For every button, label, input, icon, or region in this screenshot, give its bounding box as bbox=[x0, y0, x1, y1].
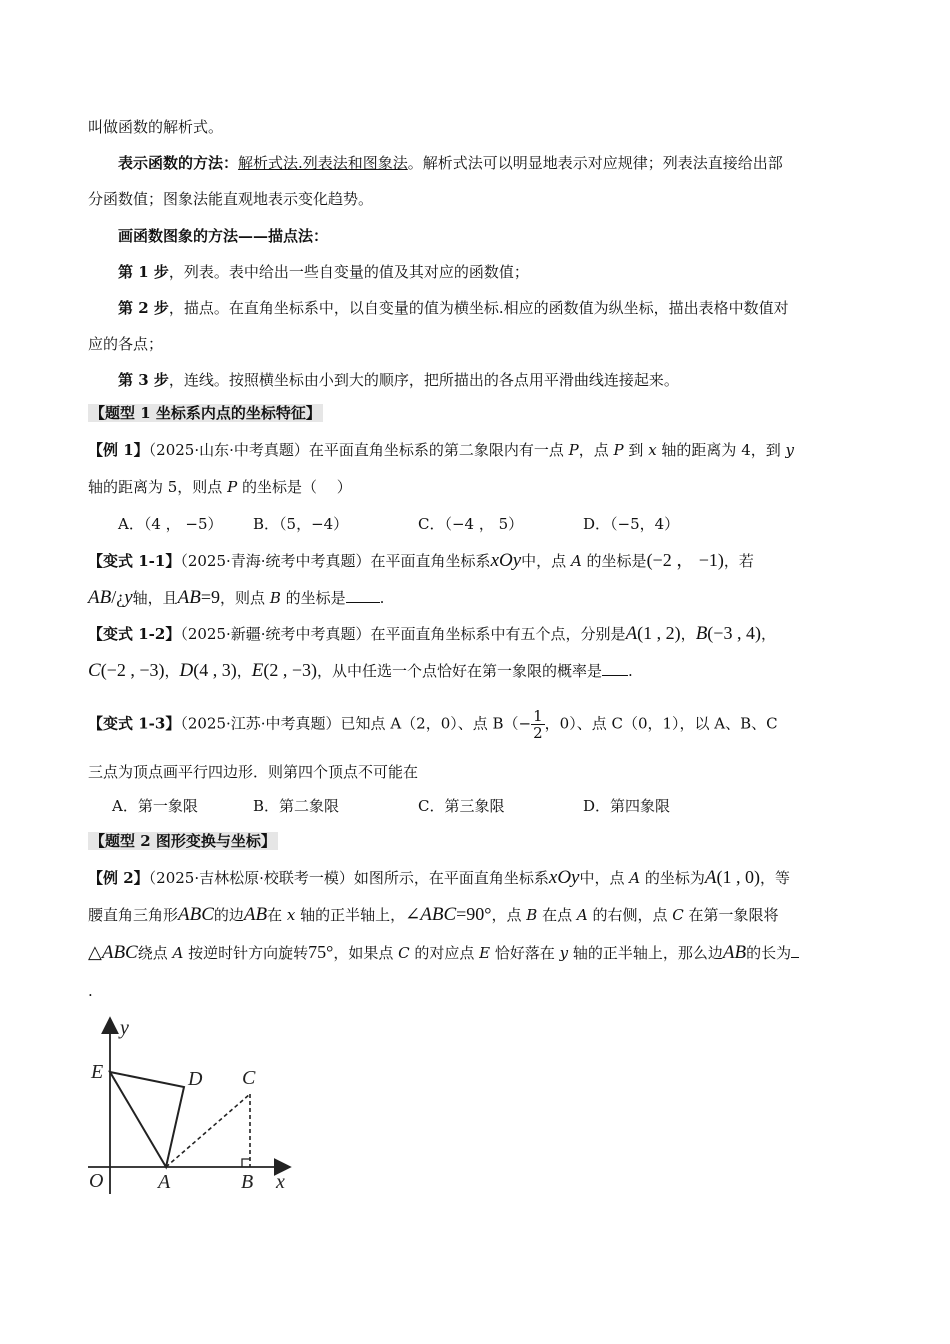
triangle-ade bbox=[110, 1072, 184, 1167]
v13-option-a: A．第一象限 bbox=[112, 797, 198, 815]
step-2-line-2: 应的各点； bbox=[88, 335, 164, 353]
ex1-option-d: D．（−5，4） bbox=[583, 515, 680, 533]
draw-method-title: 画函数图象的方法——描点法： bbox=[118, 227, 329, 245]
v13-option-b: B．第二象限 bbox=[253, 797, 340, 815]
example-1-line-2: 轴的距离为 5，则点 P 的坐标是（ ） bbox=[88, 478, 352, 496]
variant-1-3-line-2: 三点为顶点画平行四边形．则第四个顶点不可能在 bbox=[88, 763, 419, 781]
variant-1-1-line-2: AB/¿y轴，且AB=9，则点 B 的坐标是 . bbox=[88, 587, 385, 608]
label-x: x bbox=[276, 1171, 285, 1193]
step-3: 第 3 步，连线。按照横坐标由小到大的顺序，把所描出的各点用平滑曲线连接起来。 bbox=[118, 371, 679, 389]
methods-line-2: 分函数值；图象法能直观地表示变化趋势。 bbox=[88, 190, 374, 208]
ex1-option-a: A．（4 ， −5） bbox=[118, 515, 223, 533]
step-1: 第 1 步，列表。表中给出一些自变量的值及其对应的函数值； bbox=[118, 263, 529, 281]
label-o: O bbox=[89, 1170, 104, 1192]
label-b: B bbox=[241, 1171, 254, 1193]
label-y: y bbox=[120, 1017, 129, 1039]
v13-option-d: D．第四象限 bbox=[583, 797, 671, 815]
variant-1-3: 【变式 1-3】（2025·江苏·中考真题）已知点 A（2，0）、点 B（− $\frac{1}{2}$ ，0）、点 C（0，1），以 A、B、C bbox=[88, 707, 778, 742]
example-2: 【例 2】（2025·吉林松原·校联考一模）如图所示，在平面直角坐标系xOy中，点 A 的坐标为A(1 , 0)，等 bbox=[88, 867, 791, 888]
methods-label: 表示函数的方法： bbox=[118, 154, 239, 172]
label-e: E bbox=[91, 1061, 104, 1083]
methods-line: 表示函数的方法：解析式法.列表法和图象法。解析式法可以明显地表示对应规律；列表法直接给出部 bbox=[118, 154, 783, 172]
segment-ac bbox=[166, 1094, 250, 1167]
fraction-one-half: $\frac{1}{2}$ bbox=[533, 707, 543, 742]
example-2-line-2: 腰直角三角形ABC的边AB在 x 轴的正半轴上，∠ABC=90°，点 B 在点 A 的右侧，点 C 在第一象限将 bbox=[88, 904, 779, 925]
ex1-option-b: B．（5，−4） bbox=[253, 515, 349, 533]
example-2-line-4: . bbox=[88, 982, 93, 1000]
example-2-line-3: △ABC绕点 A 按逆时针方向旋转75°，如果点 C 的对应点 E 恰好落在 y 轴的正半轴上，那么边AB的长为 bbox=[88, 941, 864, 964]
type2-title: 【题型 2 图形变换与坐标】 bbox=[90, 832, 276, 850]
example-1: 【例 1】（2025·山东·中考真题）在平面直角坐标系的第二象限内有一点 P，点 P 到 x 轴的距离为 4，到 y bbox=[88, 441, 794, 459]
step-2: 第 2 步，描点。在直角坐标系中，以自变量的值为横坐标.相应的函数值为纵坐标，描出表格中数值对 bbox=[118, 299, 789, 317]
type1-title: 【题型 1 坐标系内点的坐标特征】 bbox=[90, 404, 321, 422]
answer-blank bbox=[602, 661, 628, 676]
answer-blank bbox=[791, 943, 799, 958]
geometry-figure bbox=[82, 1012, 302, 1202]
variant-1-2: 【变式 1-2】（2025·新疆·统考中考真题）在平面直角坐标系中有五个点，分别是A(1 , 2)，B(−3 , 4)， bbox=[88, 623, 776, 644]
label-c: C bbox=[242, 1067, 256, 1089]
variant-1-1: 【变式 1-1】（2025·青海·统考中考真题）在平面直角坐标系xOy中，点 A 的坐标是(−2 ， −1)，若 bbox=[88, 550, 754, 571]
variant-1-2-line-2: C(−2 , −3)，D(4 , 3)，E(2 , −3)，从中任选一个点恰好在第一象限的概率是 . bbox=[88, 660, 633, 681]
intro-line-1: 叫做函数的解析式。 bbox=[88, 118, 224, 136]
ex1-option-c: C．（−4 ， 5） bbox=[418, 515, 524, 533]
v13-option-c: C．第三象限 bbox=[418, 797, 505, 815]
label-a: A bbox=[158, 1171, 171, 1193]
label-d: D bbox=[188, 1068, 203, 1090]
right-angle-mark bbox=[242, 1159, 250, 1167]
answer-blank bbox=[346, 588, 380, 603]
methods-names: 解析式法.列表法和图象法 bbox=[238, 154, 408, 172]
